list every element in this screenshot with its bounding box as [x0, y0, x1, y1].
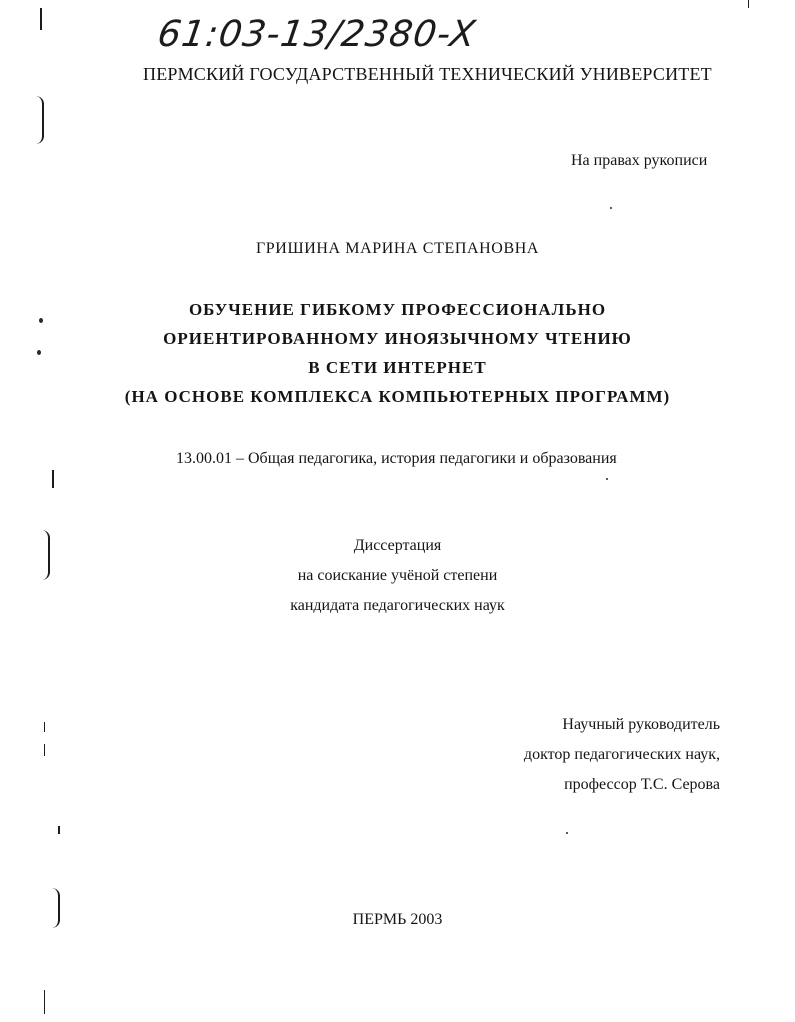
- scan-bracket: [40, 530, 50, 580]
- scan-mark: [58, 826, 60, 834]
- city-year: ПЕРМЬ 2003: [352, 911, 443, 928]
- author-name: ГРИШИНА МАРИНА СТЕПАНОВНА: [255, 240, 540, 257]
- scan-bracket: [34, 96, 44, 144]
- scan-mark: [44, 990, 45, 1014]
- scan-bracket: [50, 888, 60, 928]
- scan-mark: [44, 722, 45, 732]
- work-type-line: кандидата педагогических наук: [290, 597, 505, 614]
- thesis-title-line: В СЕТИ ИНТЕРНЕТ: [308, 358, 487, 377]
- scan-mark: [748, 0, 749, 8]
- work-type-line: на соискание учёной степени: [297, 567, 498, 584]
- university-name: ПЕРМСКИЙ ГОСУДАРСТВЕННЫЙ ТЕХНИЧЕСКИЙ УНИВЕРСИТЕТ: [143, 64, 712, 84]
- scan-mark: [606, 478, 608, 480]
- thesis-title-line: (НА ОСНОВЕ КОМПЛЕКСА КОМПЬЮТЕРНЫХ ПРОГРАММ): [124, 387, 671, 406]
- specialty-code: 13.00.01 – Общая педагогика, история педагогики и образования: [176, 450, 617, 467]
- scan-mark: [610, 207, 612, 209]
- supervisor-line: Научный руководитель: [562, 716, 720, 733]
- handwritten-archive-code: 61:03-13/2380-X: [155, 14, 479, 55]
- scan-mark: [39, 318, 43, 323]
- thesis-title-line: ОБУЧЕНИЕ ГИБКОМУ ПРОФЕССИОНАЛЬНО: [188, 300, 607, 319]
- supervisor-line: профессор Т.С. Серова: [564, 776, 720, 793]
- scan-mark: [566, 832, 568, 834]
- work-type-line: Диссертация: [353, 537, 442, 554]
- supervisor-line: доктор педагогических наук,: [523, 746, 720, 763]
- thesis-title-line: ОРИЕНТИРОВАННОМУ ИНОЯЗЫЧНОМУ ЧТЕНИЮ: [163, 329, 632, 348]
- scan-mark: [52, 470, 54, 488]
- scan-mark: [37, 350, 41, 355]
- manuscript-note: На правах рукописи: [571, 152, 708, 169]
- scan-mark: [44, 744, 45, 756]
- scan-mark: [40, 8, 42, 30]
